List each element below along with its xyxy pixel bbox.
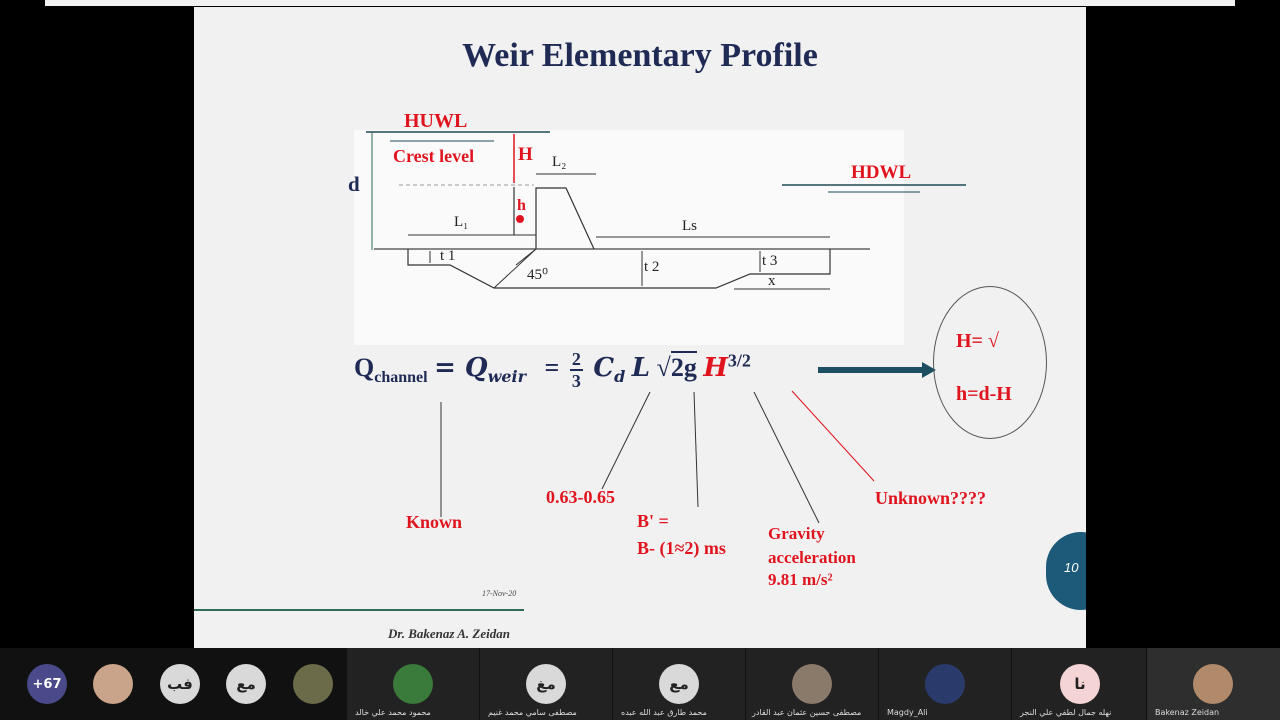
page-number: 10 [1064, 560, 1079, 575]
fraction-denominator: 3 [571, 371, 581, 391]
fraction [570, 349, 583, 391]
gravity-line2: acceleration [768, 548, 856, 567]
crest-level-label: Crest level [393, 146, 475, 166]
top-bar [45, 0, 1235, 6]
t1-label: t 1 [440, 248, 456, 264]
equals-2: = [544, 352, 560, 382]
root-content: 2g [670, 352, 697, 382]
participant-tile[interactable] [879, 648, 1011, 720]
hdwl-label: HDWL [851, 162, 912, 183]
participant-name: مصطفى حسين عثمان عبد القادر [752, 708, 862, 717]
participant-name: Magdy_Ali [887, 708, 928, 717]
footer-line [194, 609, 524, 611]
avatar [792, 664, 832, 704]
q-channel-sub: channel [374, 369, 428, 387]
avatar[interactable]: فب [160, 664, 200, 704]
angle-label: 45⁰ [527, 267, 549, 283]
q-weir-sub: weir [487, 367, 527, 387]
huwl-label: HUWL [404, 110, 468, 132]
slide-date: 17-Nov-20 [482, 589, 517, 598]
depth-label: d [348, 172, 360, 196]
avatar[interactable] [93, 664, 133, 704]
t2-label: t 2 [644, 259, 660, 275]
Ls-label: Ls [682, 218, 697, 234]
exponent: 3/2 [727, 350, 751, 371]
cd-range-label: 0.63-0.65 [546, 487, 615, 507]
participant-tile-speaker[interactable] [1147, 648, 1280, 720]
participant-tile[interactable] [613, 648, 745, 720]
head-H: H [703, 352, 728, 383]
unknown-label: Unknown???? [875, 488, 987, 508]
presentation-slide [194, 7, 1086, 648]
more-participants-button[interactable]: +67 [27, 664, 67, 704]
gravity-line3: 9.81 m/s² [768, 570, 833, 589]
participant-name: مصطفى سامي محمد غنيم [488, 708, 577, 717]
circle-h-root: H= √ [956, 330, 999, 352]
L2-label: L₂ [552, 154, 567, 170]
cd-sub: d [614, 367, 626, 387]
L1-label: L₁ [454, 214, 469, 230]
circle-h-equation: h=d-H [956, 383, 1012, 405]
head-h-label: h [517, 197, 526, 214]
q-weir: Q [464, 352, 488, 383]
avatar [1193, 664, 1233, 704]
sqrt-icon: √ [656, 352, 671, 382]
participant-tile[interactable] [347, 648, 479, 720]
x-label: x [768, 273, 776, 289]
participant-name: نهله جمال لطفي علي النجر [1020, 708, 1112, 717]
participant-name: محمد طارق عبد الله عبده [621, 708, 707, 717]
participant-tile[interactable] [746, 648, 878, 720]
slide-author: Dr. Bakenaz A. Zeidan [388, 626, 510, 641]
participants-bar [0, 648, 1280, 720]
q-channel: Q [354, 352, 375, 382]
known-label: Known [406, 512, 463, 532]
avatar: مغ [526, 664, 566, 704]
participant-name: محمود محمد علي خالد [355, 708, 431, 717]
avatar[interactable] [293, 664, 333, 704]
avatar: مع [659, 664, 699, 704]
t3-label: t 3 [762, 253, 778, 269]
slide-title: Weir Elementary Profile [462, 37, 818, 74]
weir-discharge-formula [354, 349, 751, 391]
length-L: L [631, 352, 651, 383]
b-prime-line1: B' = [637, 511, 669, 531]
unknown-circle [933, 286, 1047, 439]
participant-tile[interactable] [1012, 648, 1146, 720]
gravity-line1: Gravity [768, 524, 825, 543]
participant-tile[interactable] [480, 648, 612, 720]
avatar [393, 664, 433, 704]
head-H-label: H [518, 144, 533, 165]
avatar: نا [1060, 664, 1100, 704]
cd: C [593, 352, 615, 383]
b-prime-line2: B- (1≈2) ms [637, 538, 726, 558]
participant-name: Bakenaz Zeidan [1155, 708, 1220, 717]
avatar[interactable]: مع [226, 664, 266, 704]
fraction-numerator: 2 [571, 349, 581, 369]
avatar [925, 664, 965, 704]
equals-1: = [434, 352, 465, 383]
